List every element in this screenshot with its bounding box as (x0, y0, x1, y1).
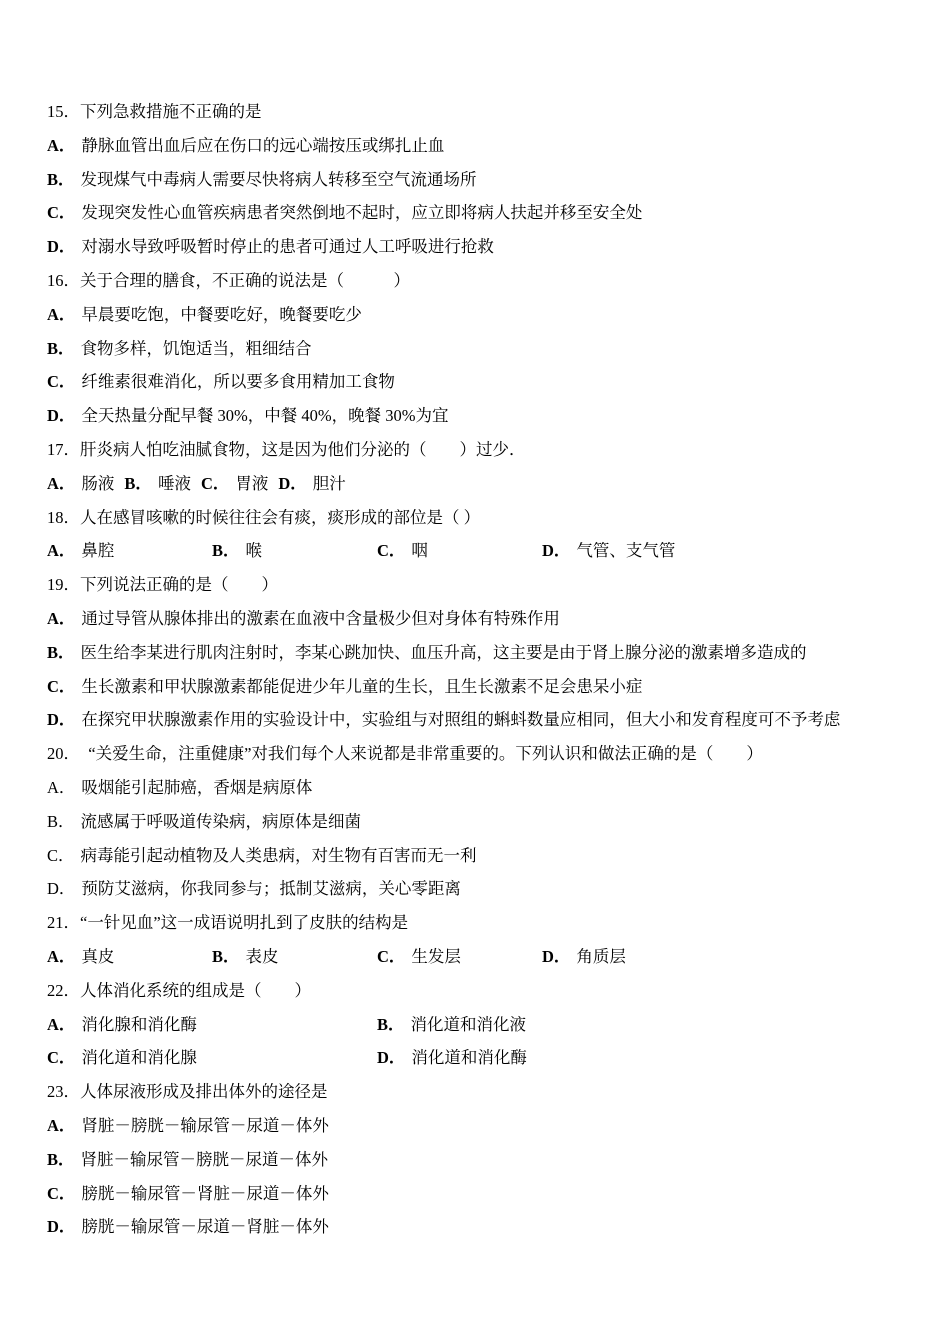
question-block (47, 568, 907, 737)
answer-option (212, 534, 377, 568)
option-text: 全天热量分配早餐 30%，中餐 40%，晚餐 30%为宜 (81, 406, 449, 426)
option-row (47, 534, 907, 568)
option-text: 流感属于呼吸道传染病，病原体是细菌 (80, 811, 362, 831)
option-label: B． (47, 1149, 75, 1169)
option-row (47, 1210, 907, 1244)
option-text: 生发层 (411, 946, 461, 966)
answer-option (47, 129, 444, 163)
option-row (47, 940, 907, 974)
option-text: 食物多样，饥饱适当，粗细结合 (80, 338, 312, 358)
option-text: 发现突发性心血管疾病患者突然倒地不起时，应立即将病人扶起并移至安全处 (81, 203, 643, 223)
option-row (47, 399, 907, 433)
answer-option (47, 1210, 329, 1244)
question-block (47, 974, 907, 1075)
option-row (47, 196, 907, 230)
option-label: C． (377, 946, 406, 966)
question-stem: 17．肝炎病人怕吃油腻食物，这是因为他们分泌的（ ）过少． (47, 439, 526, 459)
option-label: B． (377, 1014, 405, 1034)
option-text: 喉 (245, 541, 263, 561)
option-label: C． (47, 676, 76, 696)
option-label: B． (212, 541, 240, 561)
answer-option (47, 771, 312, 805)
answer-option (47, 805, 361, 839)
option-text: 吸烟能引起肺癌，香烟是病原体 (81, 777, 313, 797)
option-row (47, 365, 907, 399)
option-text: 胆汁 (312, 473, 346, 493)
answer-option (47, 399, 449, 433)
option-text: 唾液 (157, 473, 191, 493)
answer-option (201, 467, 268, 501)
answer-option (212, 940, 377, 974)
option-label: D． (542, 541, 571, 561)
option-row (47, 1008, 907, 1042)
option-text: 医生给李某进行肌肉注射时，李某心跳加快、血压升高，这主要是由于肾上腺分泌的激素增多造成的 (80, 642, 807, 662)
option-row (47, 1143, 907, 1177)
option-row (47, 467, 907, 501)
option-text: 消化道和消化酶 (411, 1048, 527, 1068)
option-text: 预防艾滋病，你我同参与；抵制艾滋病，关心零距离 (81, 879, 461, 899)
option-label: D． (47, 879, 76, 899)
option-label: C． (377, 541, 406, 561)
answer-option (47, 940, 212, 974)
option-row (47, 805, 907, 839)
option-label: A． (47, 1115, 76, 1135)
answer-option (542, 940, 707, 974)
option-row (47, 670, 907, 704)
answer-option (47, 872, 461, 906)
option-label: A． (47, 777, 76, 797)
option-label: B． (124, 473, 152, 493)
option-label: D． (542, 946, 571, 966)
option-label: C． (47, 372, 76, 392)
question-stem: 19．下列说法正确的是（ ） (47, 575, 278, 595)
option-label: D． (278, 473, 307, 493)
answer-option (377, 534, 542, 568)
answer-option (47, 1177, 329, 1211)
option-label: B． (47, 642, 75, 662)
question-block (47, 1075, 907, 1244)
option-text: 肾脏－膀胱－输尿管－尿道－体外 (81, 1115, 329, 1135)
option-label: A． (47, 541, 76, 561)
option-label: D． (47, 406, 76, 426)
option-label: A． (47, 473, 76, 493)
answer-option (47, 230, 494, 264)
question-stem: 15．下列急救措施不正确的是 (47, 102, 262, 121)
question-block (47, 906, 907, 974)
answer-option (47, 602, 560, 636)
answer-option (542, 534, 707, 568)
answer-option (47, 298, 362, 332)
option-row (47, 332, 907, 366)
option-text: 膀胱－输尿管－肾脏－尿道－体外 (81, 1183, 329, 1203)
question-stem: 18．人在感冒咳嗽的时候往往会有痰，痰形成的部位是（ ） (47, 507, 481, 527)
answer-option (47, 196, 642, 230)
question-stem: 20． “关爱生命，注重健康”对我们每个人来说都是非常重要的。下列认识和做法正确的是（ ） (47, 744, 763, 764)
option-text: 肾脏－输尿管－膀胱－尿道－体外 (80, 1149, 329, 1169)
option-label: A． (47, 608, 76, 628)
option-text: 通过导管从腺体排出的激素在血液中含量极少但对身体有特殊作用 (81, 608, 560, 628)
option-text: 气管、支气管 (576, 541, 676, 561)
question-block (47, 264, 907, 433)
option-text: 纤维素很难消化，所以要多食用精加工食物 (81, 372, 395, 392)
question-stem: 23．人体尿液形成及排出体外的途径是 (47, 1082, 328, 1102)
option-text: 消化腺和消化酶 (81, 1014, 197, 1034)
option-row (47, 839, 907, 873)
answer-option (47, 839, 477, 873)
option-label: C． (47, 1048, 76, 1068)
answer-option (47, 365, 395, 399)
document-page (47, 95, 907, 1244)
option-label: C． (200, 473, 230, 493)
option-text: 生长激素和甲状腺激素都能促进少年儿童的生长，且生长激素不足会患呆小症 (81, 676, 643, 696)
option-label: A． (47, 135, 76, 155)
option-label: A． (47, 1014, 76, 1034)
option-label: B． (47, 811, 75, 831)
option-label: A． (47, 304, 76, 324)
option-row (47, 703, 907, 737)
option-text: 肠液 (81, 473, 115, 493)
answer-option (47, 703, 840, 737)
option-label: B． (47, 338, 75, 358)
answer-option (47, 636, 807, 670)
answer-option (47, 332, 312, 366)
option-text: 膀胱－输尿管－尿道－肾脏－体外 (81, 1217, 329, 1237)
option-text: 鼻腔 (81, 541, 115, 561)
option-text: 表皮 (245, 946, 279, 966)
option-text: 在探究甲状腺激素作用的实验设计中，实验组与对照组的蝌蚪数量应相同，但大小和发育程度可不予考虑 (81, 710, 841, 730)
answer-option (47, 1143, 328, 1177)
question-stem: 22．人体消化系统的组成是（ ） (47, 980, 311, 1000)
option-row (47, 1177, 907, 1211)
option-label: B． (47, 169, 75, 189)
option-text: 胃液 (235, 473, 269, 493)
option-row (47, 602, 907, 636)
option-label: D． (47, 237, 76, 257)
answer-option (47, 534, 212, 568)
option-row (47, 771, 907, 805)
option-text: 静脉血管出血后应在伤口的远心端按压或绑扎止血 (81, 135, 445, 155)
question-block (47, 433, 907, 501)
option-text: 消化道和消化腺 (81, 1048, 197, 1068)
option-text: 发现煤气中毒病人需要尽快将病人转移至空气流通场所 (80, 169, 477, 189)
option-text: 对溺水导致呼吸暂时停止的患者可通过人工呼吸进行抢救 (81, 237, 494, 257)
option-text: 消化道和消化液 (410, 1014, 527, 1034)
option-label: C． (47, 203, 76, 223)
answer-option (47, 1041, 377, 1075)
question-block (47, 737, 907, 906)
option-text: 病毒能引起动植物及人类患病，对生物有百害而无一利 (80, 845, 477, 865)
option-row (47, 129, 907, 163)
option-text: 早晨要吃饱，中餐要吃好，晚餐要吃少 (81, 304, 362, 324)
option-label: A． (47, 946, 76, 966)
answer-option (47, 670, 642, 704)
answer-option (47, 467, 114, 501)
option-label: C． (47, 1183, 76, 1203)
answer-option (47, 1008, 377, 1042)
option-label: C． (47, 845, 75, 865)
option-label: D． (47, 710, 76, 730)
option-text: 角质层 (576, 946, 626, 966)
option-row (47, 230, 907, 264)
option-row (47, 1041, 907, 1075)
option-row (47, 636, 907, 670)
option-text: 咽 (411, 541, 428, 561)
option-label: B． (212, 946, 240, 966)
question-block (47, 95, 907, 264)
option-row (47, 298, 907, 332)
option-text: 真皮 (81, 946, 115, 966)
answer-option (377, 940, 542, 974)
option-row (47, 163, 907, 197)
answer-option (47, 1109, 329, 1143)
option-label: D． (47, 1217, 76, 1237)
question-stem: 16．关于合理的膳食，不正确的说法是（ ） (47, 270, 410, 290)
question-stem: 21．“一针见血”这一成语说明扎到了皮肤的结构是 (47, 913, 409, 933)
option-row (47, 1109, 907, 1143)
answer-option (124, 467, 191, 501)
answer-option (377, 1041, 707, 1075)
answer-option (377, 1008, 707, 1042)
option-row (47, 872, 907, 906)
answer-option (278, 467, 345, 501)
option-label: D． (377, 1048, 406, 1068)
answer-option (47, 163, 477, 197)
question-block (47, 501, 907, 569)
